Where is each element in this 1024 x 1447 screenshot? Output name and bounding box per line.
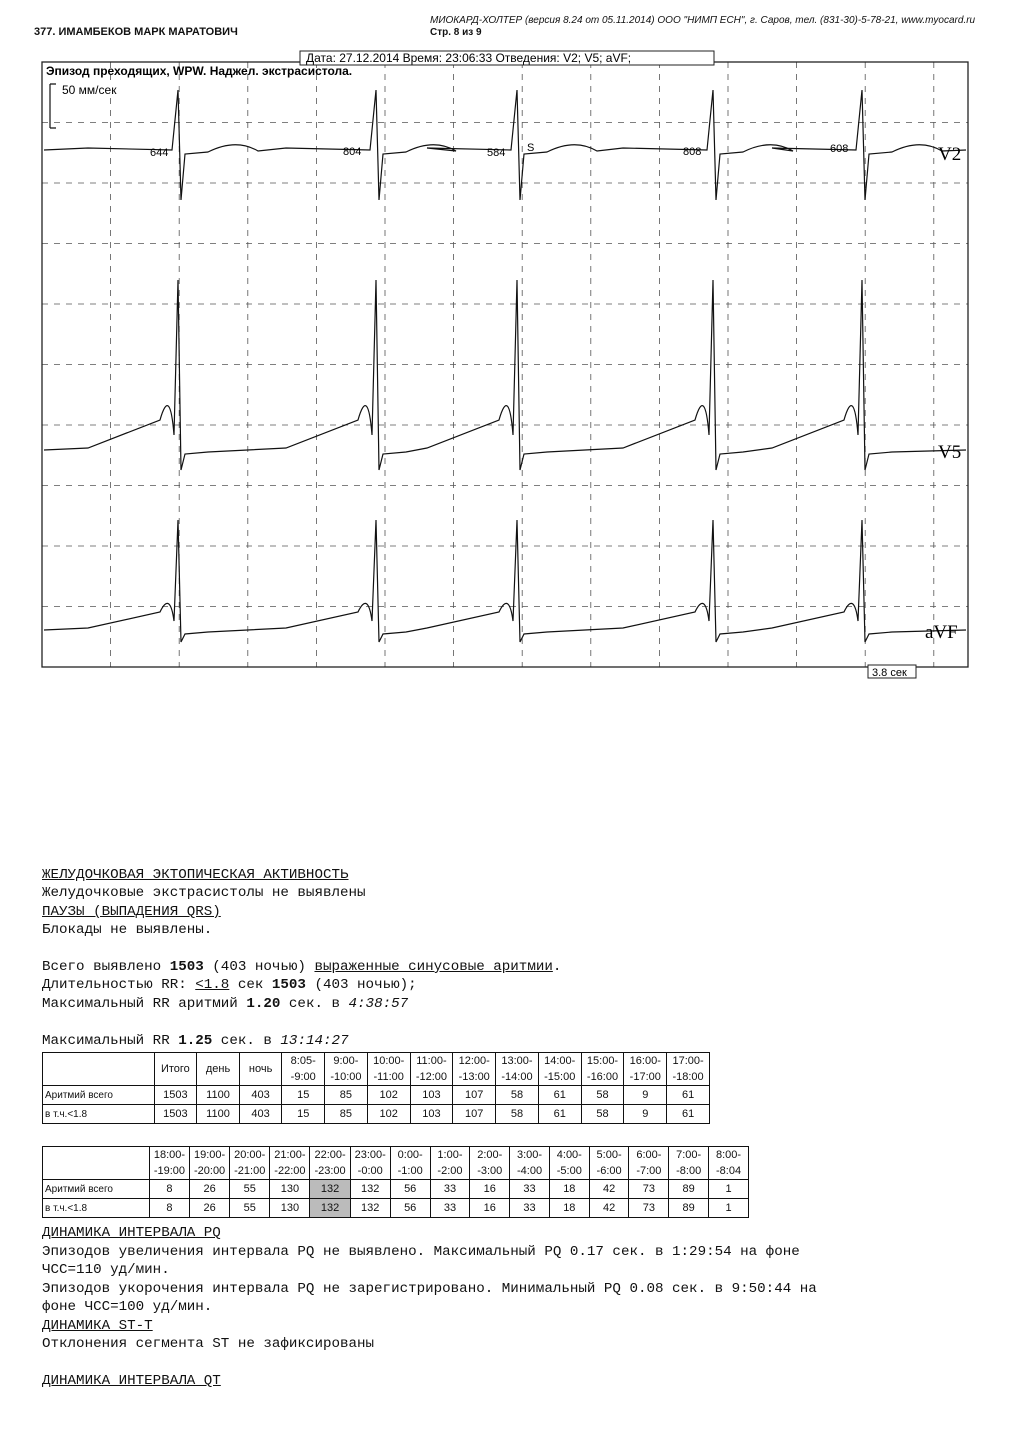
- section-qt-title: ДИНАМИКА ИНТЕРВАЛА QT: [42, 1373, 221, 1389]
- hourly-arrhythmia-table-night: [42, 1146, 749, 1218]
- header-cell: 9:00- -10:00: [325, 1053, 368, 1086]
- max-rr-arrhythmia-line: [42, 995, 408, 1014]
- header-cell: 20:00- -21:00: [230, 1147, 270, 1180]
- table-header-row: [43, 1053, 710, 1086]
- table-cell: 85: [325, 1105, 368, 1124]
- rr-label: 644: [150, 147, 169, 159]
- header-cell: 14:00- -15:00: [538, 1053, 581, 1086]
- text: сек: [229, 977, 272, 993]
- table-cell: 33: [430, 1180, 470, 1199]
- ventricular-text: Желудочковые экстрасистолы не выявлены: [42, 885, 366, 901]
- table-cell: 55: [230, 1199, 270, 1218]
- header-cell: 18:00- -19:00: [149, 1147, 189, 1180]
- patient-name: 377. ИМАМБЕКОВ МАРК МАРАТОВИЧ: [34, 26, 238, 38]
- text: Всего выявлено: [42, 959, 170, 975]
- table-cell: 1100: [197, 1086, 240, 1105]
- table-cell: 18: [549, 1180, 589, 1199]
- table-cell: 55: [230, 1180, 270, 1199]
- header-cell: 0:00- -1:00: [390, 1147, 430, 1180]
- table-cell: 58: [581, 1105, 624, 1124]
- pq-line: ЧСС=110 уд/мин.: [42, 1262, 170, 1278]
- text: сек. в: [280, 996, 349, 1012]
- table-cell: 102: [367, 1105, 410, 1124]
- header-cell: 22:00- -23:00: [310, 1147, 350, 1180]
- table-cell: 15: [282, 1086, 325, 1105]
- table-cell: 33: [510, 1180, 550, 1199]
- table-cell: 1503: [154, 1105, 197, 1124]
- table-cell: 1: [709, 1199, 749, 1218]
- section-pauses-title: ПАУЗЫ (ВЫПАДЕНИЯ QRS): [42, 904, 221, 920]
- header-cell: 15:00- -16:00: [581, 1053, 624, 1086]
- table-cell: 16: [470, 1199, 510, 1218]
- table-row: [43, 1180, 749, 1199]
- header-cell: 3:00- -4:00: [510, 1147, 550, 1180]
- header-cell: 4:00- -5:00: [549, 1147, 589, 1180]
- row-label: Аритмий всего: [43, 1086, 155, 1105]
- header-cell: 5:00- -6:00: [589, 1147, 629, 1180]
- pauses-text: Блокады не выявлены.: [42, 922, 213, 938]
- table-row: [43, 1199, 749, 1218]
- table-cell: 403: [239, 1105, 282, 1124]
- pq-line: Эпизодов увеличения интервала PQ не выявлено. Максимальный PQ 0.17 сек. в 1:29:54 на фоне: [42, 1244, 800, 1260]
- rr-label: 808: [683, 146, 702, 158]
- table-row: [43, 1105, 710, 1124]
- lead-label-v5: V5: [938, 442, 962, 463]
- table-cell: 61: [667, 1105, 710, 1124]
- table-cell: 130: [270, 1199, 310, 1218]
- ecg-lead-trace: [44, 280, 966, 470]
- text: .: [552, 959, 562, 975]
- max-rr-value: 1.25: [178, 1033, 213, 1049]
- table-cell: 103: [410, 1086, 453, 1105]
- table-cell: 61: [667, 1086, 710, 1105]
- rr-label: 584: [487, 147, 506, 159]
- section-st-title: ДИНАМИКА ST-T: [42, 1318, 153, 1334]
- header-cell: 12:00- -13:00: [453, 1053, 496, 1086]
- page-number: Стр. 8 из 9: [430, 27, 482, 38]
- row-label: в т.ч.<1.8: [43, 1199, 150, 1218]
- max-rr-arrhythmia-time: 4:38:57: [348, 996, 409, 1012]
- table-cell: 61: [538, 1105, 581, 1124]
- text: Максимальный RR: [42, 1033, 179, 1049]
- header-cell: Итого: [154, 1053, 197, 1086]
- table-cell: 132: [350, 1199, 390, 1218]
- table-cell: 89: [669, 1199, 709, 1218]
- header-cell: 1:00- -2:00: [430, 1147, 470, 1180]
- table-cell: 8: [149, 1180, 189, 1199]
- max-rr-arrhythmia-value: 1.20: [246, 996, 281, 1012]
- table-row: [43, 1086, 710, 1105]
- rr-label: 804: [343, 146, 362, 158]
- header-cell: 2:00- -3:00: [470, 1147, 510, 1180]
- table-cell: 107: [453, 1086, 496, 1105]
- text: Длительностью RR:: [42, 977, 196, 993]
- header-cell: день: [197, 1053, 240, 1086]
- table-cell: 58: [496, 1086, 539, 1105]
- pq-line: фоне ЧСС=100 уд/мин.: [42, 1299, 213, 1315]
- table-cell: 26: [190, 1199, 230, 1218]
- table-cell: 403: [239, 1086, 282, 1105]
- header-cell: 8:05- -9:00: [282, 1053, 325, 1086]
- strip-duration: 3.8 сек: [872, 667, 907, 679]
- table-cell: 1100: [197, 1105, 240, 1124]
- ecg-traces: [44, 90, 966, 642]
- table-cell: 42: [589, 1180, 629, 1199]
- section-pq-title: ДИНАМИКА ИНТЕРВАЛА PQ: [42, 1225, 221, 1241]
- table-cell: 73: [629, 1199, 669, 1218]
- table-cell: 56: [390, 1199, 430, 1218]
- arrhythmia-duration-line: [42, 976, 417, 995]
- row-label: Аритмий всего: [43, 1180, 150, 1199]
- table-cell: 89: [669, 1180, 709, 1199]
- text: сек. в: [212, 1033, 281, 1049]
- lead-label-avf: aVF: [925, 622, 958, 643]
- table-cell: 1: [709, 1180, 749, 1199]
- duration-count: 1503: [271, 977, 306, 993]
- header-cell: 21:00- -22:00: [270, 1147, 310, 1180]
- ecg-speed: 50 мм/сек: [62, 83, 117, 97]
- text: (403 ночью);: [305, 977, 417, 993]
- text: (403 ночью): [203, 959, 315, 975]
- ecg-lead-trace: [44, 90, 966, 200]
- header-cell: [43, 1053, 155, 1086]
- table-cell: 16: [470, 1180, 510, 1199]
- beat-marker-s: S: [527, 142, 535, 154]
- hourly-arrhythmia-table-day: [42, 1052, 710, 1124]
- table-cell: 73: [629, 1180, 669, 1199]
- total-count: 1503: [169, 959, 204, 975]
- software-info: МИОКАРД-ХОЛТЕР (версия 8.24 от 05.11.2014) ООО "НИМП ЕСН", г. Саров, тел. (831-30)-5-78-21, www.myocard.ru: [430, 15, 976, 26]
- header-cell: 19:00- -20:00: [190, 1147, 230, 1180]
- header-cell: 13:00- -14:00: [496, 1053, 539, 1086]
- table-cell: 26: [190, 1180, 230, 1199]
- ecg-meta: Дата: 27.12.2014 Время: 23:06:33 Отведения: V2; V5; aVF;: [306, 51, 632, 65]
- table-cell: 42: [589, 1199, 629, 1218]
- table-cell: 132: [310, 1199, 350, 1218]
- table-cell: 1503: [154, 1086, 197, 1105]
- table-cell: 61: [538, 1086, 581, 1105]
- table-cell: 33: [510, 1199, 550, 1218]
- rr-threshold: <1.8: [195, 977, 230, 993]
- table-cell: 103: [410, 1105, 453, 1124]
- header-cell: 23:00- -0:00: [350, 1147, 390, 1180]
- text: Максимальный RR аритмий: [42, 996, 247, 1012]
- pq-line: Эпизодов укорочения интервала PQ не зарегистрировано. Минимальный PQ 0.08 сек. в 9:50:44 на: [42, 1281, 817, 1297]
- table-cell: 15: [282, 1105, 325, 1124]
- header-cell: 11:00- -12:00: [410, 1053, 453, 1086]
- episode-title: Эпизод преходящих, WPW. Наджел. экстрасистола.: [46, 64, 353, 78]
- table-cell: 58: [581, 1086, 624, 1105]
- table-cell: 9: [624, 1086, 667, 1105]
- header-cell: 7:00- -8:00: [669, 1147, 709, 1180]
- table-cell: 130: [270, 1180, 310, 1199]
- row-label: в т.ч.<1.8: [43, 1105, 155, 1124]
- section-ventricular-title: ЖЕЛУДОЧКОВАЯ ЭКТОПИЧЕСКАЯ АКТИВНОСТЬ: [42, 867, 349, 883]
- ecg-strip: [0, 0, 1024, 700]
- table-cell: 107: [453, 1105, 496, 1124]
- table-cell: 8: [149, 1199, 189, 1218]
- lead-label-v2: V2: [938, 144, 962, 165]
- max-rr-time: 13:14:27: [280, 1033, 349, 1049]
- table-cell: 132: [350, 1180, 390, 1199]
- st-text: Отклонения сегмента ST не зафиксированы: [42, 1336, 375, 1352]
- table-cell: 85: [325, 1086, 368, 1105]
- header-cell: [43, 1147, 150, 1180]
- header-cell: ночь: [239, 1053, 282, 1086]
- table-cell: 56: [390, 1180, 430, 1199]
- ecg-lead-trace: [44, 520, 966, 642]
- table-cell: 33: [430, 1199, 470, 1218]
- arrhythmia-type-link[interactable]: выраженные синусовые аритмии: [314, 959, 553, 975]
- table-cell: 9: [624, 1105, 667, 1124]
- arrhythmia-total-line: [42, 958, 561, 977]
- header-cell: 17:00- -18:00: [667, 1053, 710, 1086]
- table-cell: 58: [496, 1105, 539, 1124]
- table-cell: 102: [367, 1086, 410, 1105]
- max-rr-line: [42, 1032, 349, 1051]
- table-cell: 132: [310, 1180, 350, 1199]
- header-cell: 16:00- -17:00: [624, 1053, 667, 1086]
- header-cell: 10:00- -11:00: [367, 1053, 410, 1086]
- table-header-row: [43, 1147, 749, 1180]
- header-cell: 8:00- -8:04: [709, 1147, 749, 1180]
- table-cell: 18: [549, 1199, 589, 1218]
- rr-label: 608: [830, 143, 849, 155]
- header-cell: 6:00- -7:00: [629, 1147, 669, 1180]
